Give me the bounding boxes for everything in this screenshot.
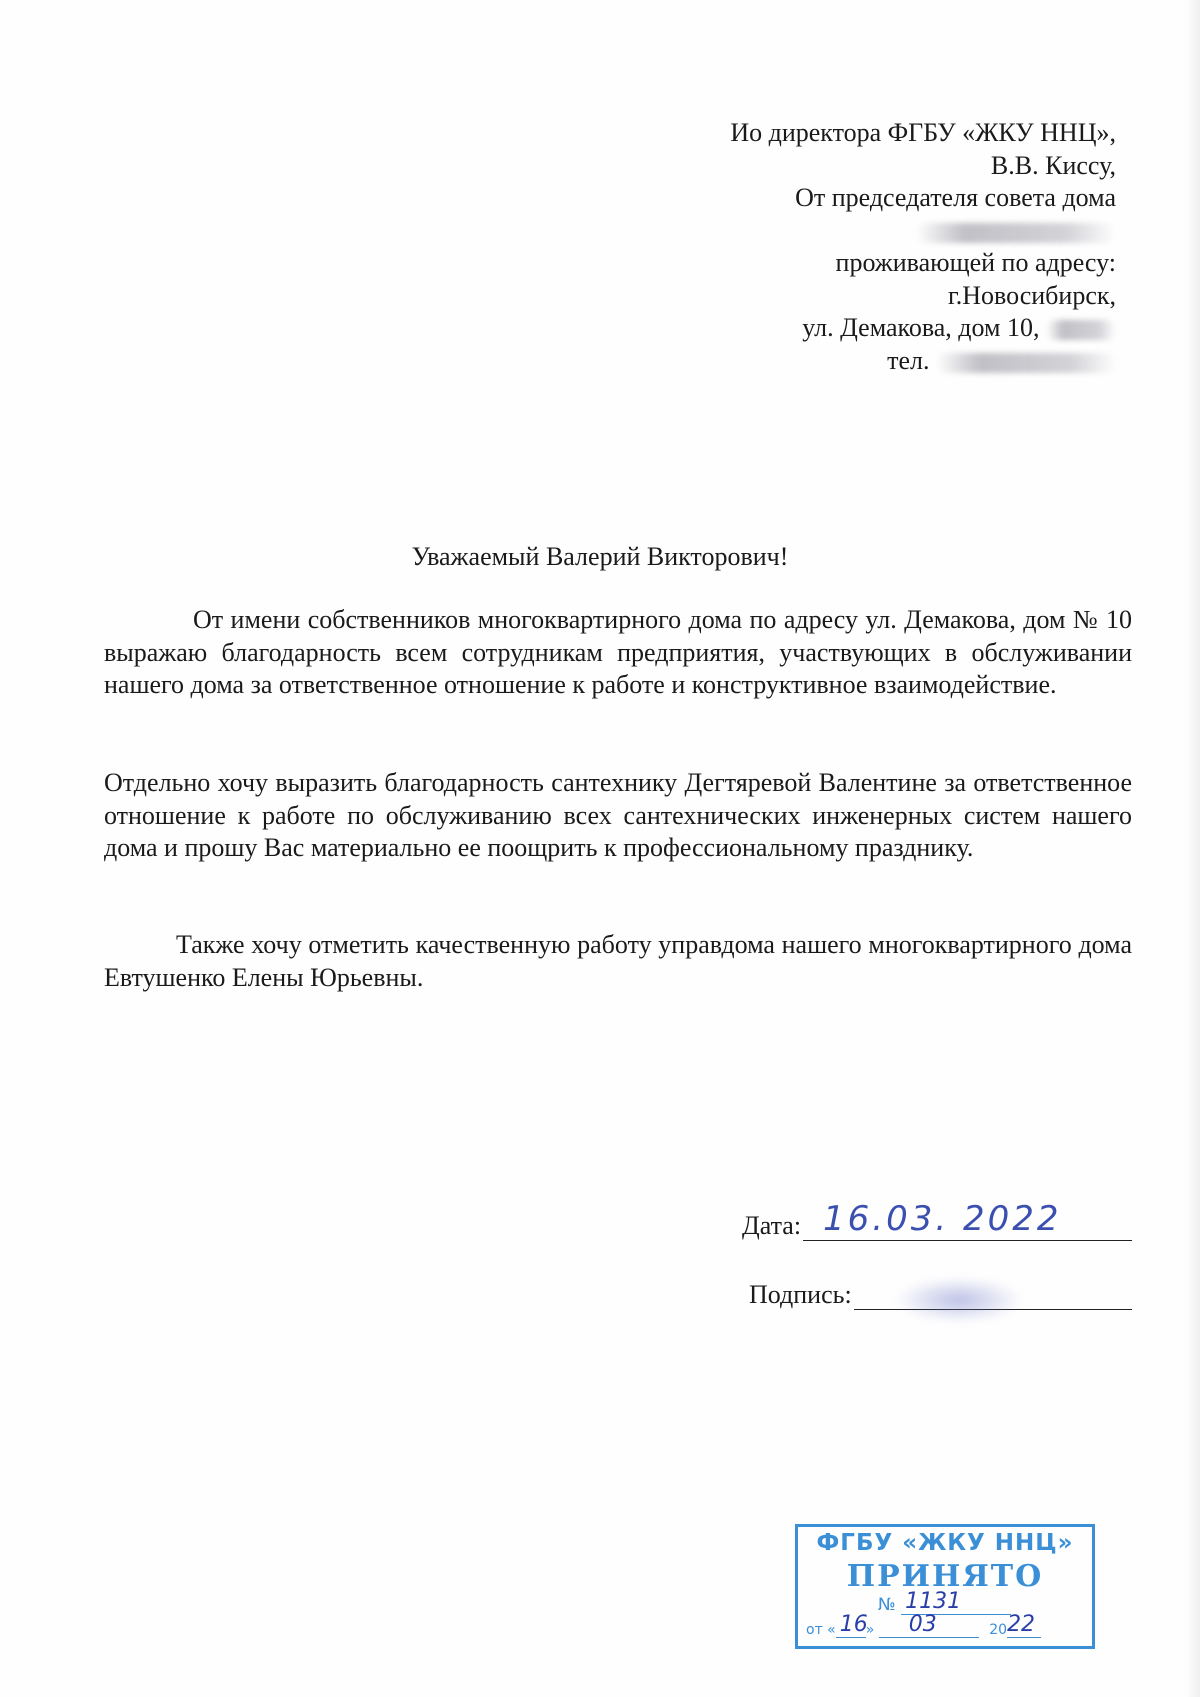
addressee-block [730,117,1116,377]
greeting: Уважаемый Валерий Викторович! [411,542,789,571]
phone-line [730,345,1116,378]
paragraph-2: Отдельно хочу выразить благодарность сантехнику Дегтяревой Валентине за ответственное отношение к работе по обслуживанию всех сантехнических инженерных систем нашего дома и прошу Вас материально ее поощрить к профессиональному празднику. [104,768,1132,862]
signature-row [749,1279,1132,1310]
addressee-line-2: В.В. Киссу, [990,150,1116,180]
stamp-month: 03 [908,1612,937,1637]
page-edge-shadow [1186,0,1200,1697]
redacted-phone [936,353,1116,373]
redacted-name-line [730,215,1116,248]
received-stamp [795,1524,1095,1649]
stamp-year-prefix: 20 [989,1622,1008,1638]
paragraph-1: От имени собственников многоквартирного дома по адресу ул. Демакова, дом № 10 выражаю благодарность всем сотрудникам предприятия, участвующих в обслуживании нашего дома за ответственное отношение к работе и конструктивное взаимодействие. [104,605,1132,699]
redacted-name [916,223,1116,243]
phone-label: тел. [887,345,930,375]
stamp-date-mid: » [865,1622,875,1638]
stamp-month-field [879,1612,979,1638]
addressee-line-5: г.Новосибирск, [947,280,1116,310]
redacted-apartment [1046,320,1116,340]
address-line [730,312,1116,345]
stamp-date-prefix: от « [806,1622,836,1638]
handwritten-date: 16.03. 2022 [823,1199,1062,1239]
stamp-organization: ФГБУ «ЖКУ ННЦ» [816,1530,1074,1556]
paragraph-3: Также хочу отметить качественную работу управдома нашего многоквартирного дома Евтушенко Елены Юрьевны. [104,930,1132,992]
addressee-line-3: От председателя совета дома [795,183,1116,212]
signature-field [854,1279,1132,1310]
stamp-status: ПРИНЯТО [846,1559,1044,1594]
addressee-line-4: проживающей по адресу: [835,248,1116,277]
stamp-day-field [836,1612,868,1638]
signature-label: Подпись: [749,1280,852,1309]
redacted-signature [894,1277,1024,1323]
stamp-date-row [806,1612,1041,1638]
stamp-number-label: № [878,1595,896,1615]
date-row [742,1199,1132,1241]
stamp-day: 16 [839,1612,868,1637]
address-text: ул. Демакова, дом 10, [802,313,1040,342]
stamp-number-value: 1131 [905,1589,962,1614]
stamp-number-row [878,1589,1011,1615]
date-label: Дата: [742,1211,802,1240]
addressee-line-1: Ио директора ФГБУ «ЖКУ ННЦ», [730,118,1116,147]
stamp-year: 22 [1007,1612,1036,1637]
stamp-year-field [1007,1612,1041,1638]
date-field [803,1199,1132,1241]
